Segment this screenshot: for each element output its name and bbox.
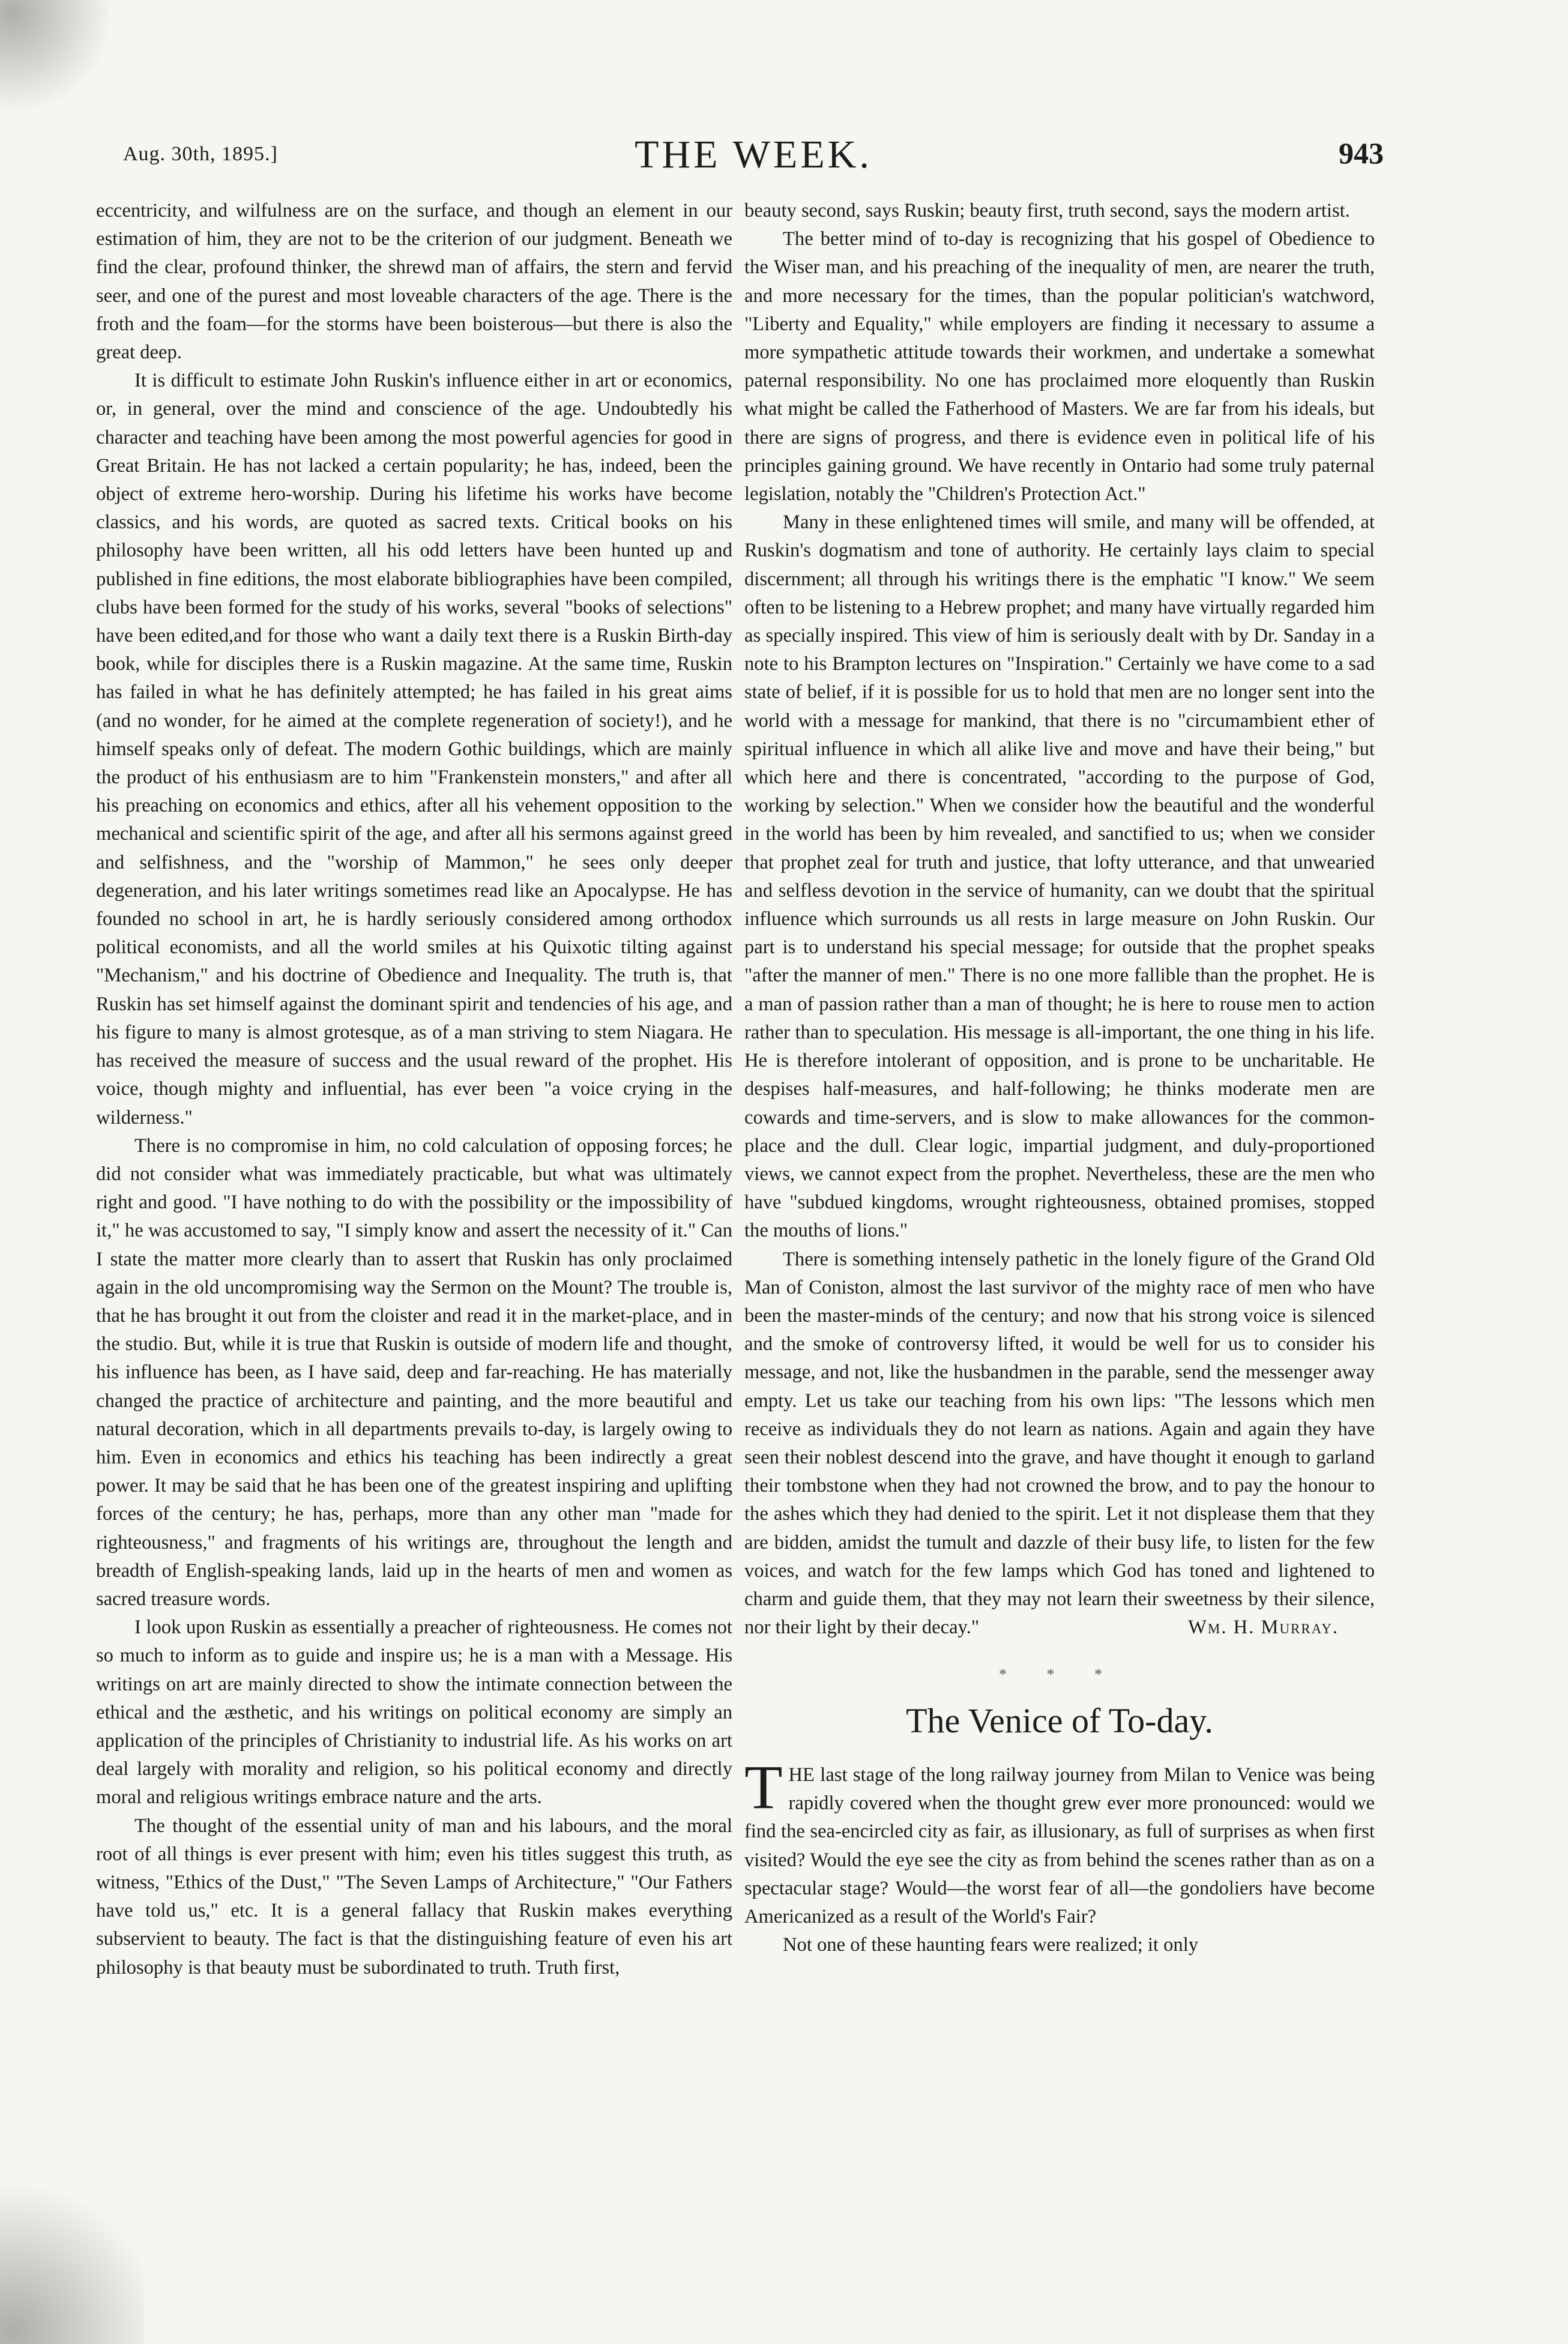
page-stain xyxy=(0,2164,144,2344)
section-separator: * * * xyxy=(999,1665,1120,1683)
paragraph: It is difficult to estimate John Ruskin's influence either in art or economics, or, in general, over the mind and conscience of the age. Undoubtedly his character and teaching have been among the most powerful agencies for good in Great Britain. He has not lacked a certain popularity; he has, indeed, been the object of extreme hero-worship. During his lifetime his works have become classics, and his words, are quoted as sacred texts. Critical books on his philosophy have been written, all his odd letters have been hunted up and published in fine editions, the most elaborate bibliographies have been compiled, clubs have been formed for the study of his works, several "books of selections" have been edited,and for those who want a daily text there is a Ruskin Birth-day book, while for disciples there is a Ruskin magazine. At the same time, Ruskin has failed in what he has definitely attempted; he has failed in his great aims (and no wonder, for he aimed at the complete regeneration of society!), and he himself speaks only of defeat. The modern Gothic buildings, which are mainly the product of his enthusiasm are to him "Frankenstein monsters," and after all his preaching on economics and ethics, after all his vehement opposition to the mechanical and scientific spirit of the age, and after all his sermons against greed and selfishness, and the "worship of Mammon," he sees only deeper degeneration, and his later writings sometimes read like an Apocalypse. He has founded no school in art, he is hardly seriously considered among orthodox political economists, and all the world smiles at his Quixotic tilting against "Mechanism," and his doctrine of Obedience and Inequality. The truth is, that Ruskin has set himself against the dominant spirit and tendencies of his age, and his figure to many is almost grotesque, as of a man striving to stem Niagara. He has received the measure of success and the usual reward of the prophet. His voice, though mighty and influential, has ever been "a voice crying in the wilderness." xyxy=(96,370,732,1128)
right-column xyxy=(744,197,1375,1959)
paragraph: There is no compromise in him, no cold calculation of opposing forces; he did not consider what was immediately practicable, but what was ultimately right and good. "I have nothing to do with the possibility or the impossibility of it," he was accustomed to say, "I simply know and assert the necessity of it." Can I state the matter more clearly than to assert that Ruskin has only proclaimed again in the old uncompromising way the Sermon on the Mount? The trouble is, that he has brought it out from the cloister and read it in the market-place, and in the studio. But, while it is true that Ruskin is outside of modern life and thought, his influence has been, as I have said, deep and far-reaching. He has materially changed the practice of architecture and painting, and the more beautiful and natural decoration, which in all departments prevails to-day, is largely owing to him. Even in economics and ethics his teaching has been indirectly a great power. It may be said that he has been one of the greatest inspiring and uplifting forces of the century; he has, perhaps, more than any other man "made for righteousness," and fragments of his writings are, throughout the length and breadth of English-speaking lands, laid up in the hearts of men and women as sacred treasure words. xyxy=(96,1134,732,1610)
paragraph xyxy=(744,1752,1375,1931)
paragraph-text: HE last stage of the long railway journey from Milan to Venice was being rapidly covered when the thought grew ever more pronounced: would we find the sea-encircled city as fair, as illusionary, as full of surprises as when first visited? Would the eye see the city as from behind the scenes rather than as on a spectacular stage? Would—the worst fear of all—the gondoliers have become Americanized as a result of the World's Fair? xyxy=(744,1764,1375,1927)
paragraph: Many in these enlightened times will smile, and many will be offended, at Ruskin's dogmatism and tone of authority. He certainly lays claim to special discernment; all through his writings there is the emphatic "I know." We seem often to be listening to a Hebrew prophet; and many have virtually regarded him as specially inspired. This view of him is seriously dealt with by Dr. Sanday in a note to his Brampton lectures on "Inspiration." Certainly we have come to a sad state of belief, if it is possible for us to hold that men are no longer sent into the world with a message for mankind, that there is no "circumambient ether of spiritual influence in which all alike live and move and have their being," but which here and there is concentrated, "according to the purpose of God, working by selection." When we consider how the beautiful and the wonderful in the world has been by him revealed, and sanctified to us; when we consider that prophet zeal for truth and justice, that lofty utterance, and that unwearied and selfless devotion in the service of humanity, can we doubt that the spiritual influence which surrounds us all rests in large measure on John Ruskin. Our part is to understand his special message; for outside that the prophet speaks "after the manner of men." There is no one more fallible than the prophet. He is a man of passion rather than a man of thought; he is here to rouse men to action rather than to speculation. His message is all-important, the one thing in his life. He is therefore intolerant of opposition, and is prone to be uncharitable. He despises half-measures, and half-following; he thinks moderate men are cowards and time-servers, and is slow to make allowances for the common-place and the dull. Clear logic, impartial judgment, and duly-proportioned views, we cannot expect from the prophet. Nevertheless, these are the men who have "subdued kingdoms, wrought righteousness, obtained promises, stopped the mouths of lions." xyxy=(744,511,1375,1242)
paragraph: The better mind of to-day is recognizing that his gospel of Obedience to the Wiser man, and his preaching of the inequality of men, are nearer the truth, and more necessary for the times, than the popular politician's watchword, "Liberty and Equality," while employers are finding it necessary to assume a more sympathetic attitude towards their workmen, and undertake a somewhat paternal responsibility. No one has proclaimed more eloquently than Ruskin what might be called the Fatherhood of Masters. We are far from his ideals, but there are signs of progress, and there is evidence even in political life of his principles gaining ground. We have recently in Ontario had some truly paternal legislation, notably the "Children's Protection Act." xyxy=(744,228,1375,505)
page-number: 943 xyxy=(1339,136,1384,170)
paragraph: There is something intensely pathetic in the lonely figure of the Grand Old Man of Coniston, almost the last survivor of the mighty race of men who have been the master-minds of the century; and now that his strong voice is silenced and the smoke of controversy lifted, it would be well for us to consider his message, and not, like the husbandmen in the parable, send the messenger away empty. Let us take our teaching from his own lips: "The lessons which men receive as individuals they do not learn as nations. Again and again they have seen their noblest descend into the grave, and have thought it enough to garland their tombstone when they had not crowned the brow, and to pay the honour to the ashes which they had denied to the spirit. Let it not displease them that they are bidden, amidst the tumult and dazzle of their busy life, to listen for the few voices, and watch for the few lamps which God has toned and lightened to charm and guide them, that they may not learn their sweetness by their silence, nor their light by their decay." xyxy=(744,1248,1375,1639)
paragraph: eccentricity, and wilfulness are on the surface, and though an element in our estimation of him, they are not to be the criterion of our judgment. Beneath we find the clear, profound thinker, the shrewd man of affairs, the stern and fervid seer, and one of the purest and most loveable characters of the age. There is the froth and the foam—for the storms have been boisterous—but there is also the great deep. xyxy=(96,200,732,364)
article-title: The Venice of To-day. xyxy=(906,1701,1213,1740)
author-signature: Wm. H. Murray. xyxy=(1188,1616,1339,1639)
publication-title: THE WEEK. xyxy=(635,133,872,176)
drop-cap: T xyxy=(744,1752,783,1822)
left-column xyxy=(96,197,732,1982)
paragraph: Not one of these haunting fears were realized; it only xyxy=(783,1934,1199,1956)
paragraph: I look upon Ruskin as essentially a preacher of righteousness. He comes not so much to inform as to guide and inspire us; he is a man with a Message. His writings on art are mainly directed to show the intimate connection between the ethical and the æsthetic, and his writings on political economy are simply an application of the principles of Christianity to industrial life. As his works on art deal largely with morality and religion, so his political economy and directly moral and religious writings embrace nature and the arts. xyxy=(96,1616,732,1809)
issue-date: Aug. 30th, 1895.] xyxy=(123,143,278,165)
page-stain xyxy=(0,0,108,120)
page-header xyxy=(123,132,1384,180)
paragraph: beauty second, says Ruskin; beauty first, truth second, says the modern artist. xyxy=(744,200,1350,221)
paragraph: The thought of the essential unity of man and his labours, and the moral root of all things is ever present with him; even his titles suggest this truth, as witness, "Ethics of the Dust," "The Seven Lamps of Architecture," "Our Fathers have told us," etc. It is a general fallacy that Ruskin makes everything subservient to beauty. The fact is that the distinguishing feature of even his art philosophy is that beauty must be subordinated to truth. Truth first, xyxy=(96,1815,732,1978)
